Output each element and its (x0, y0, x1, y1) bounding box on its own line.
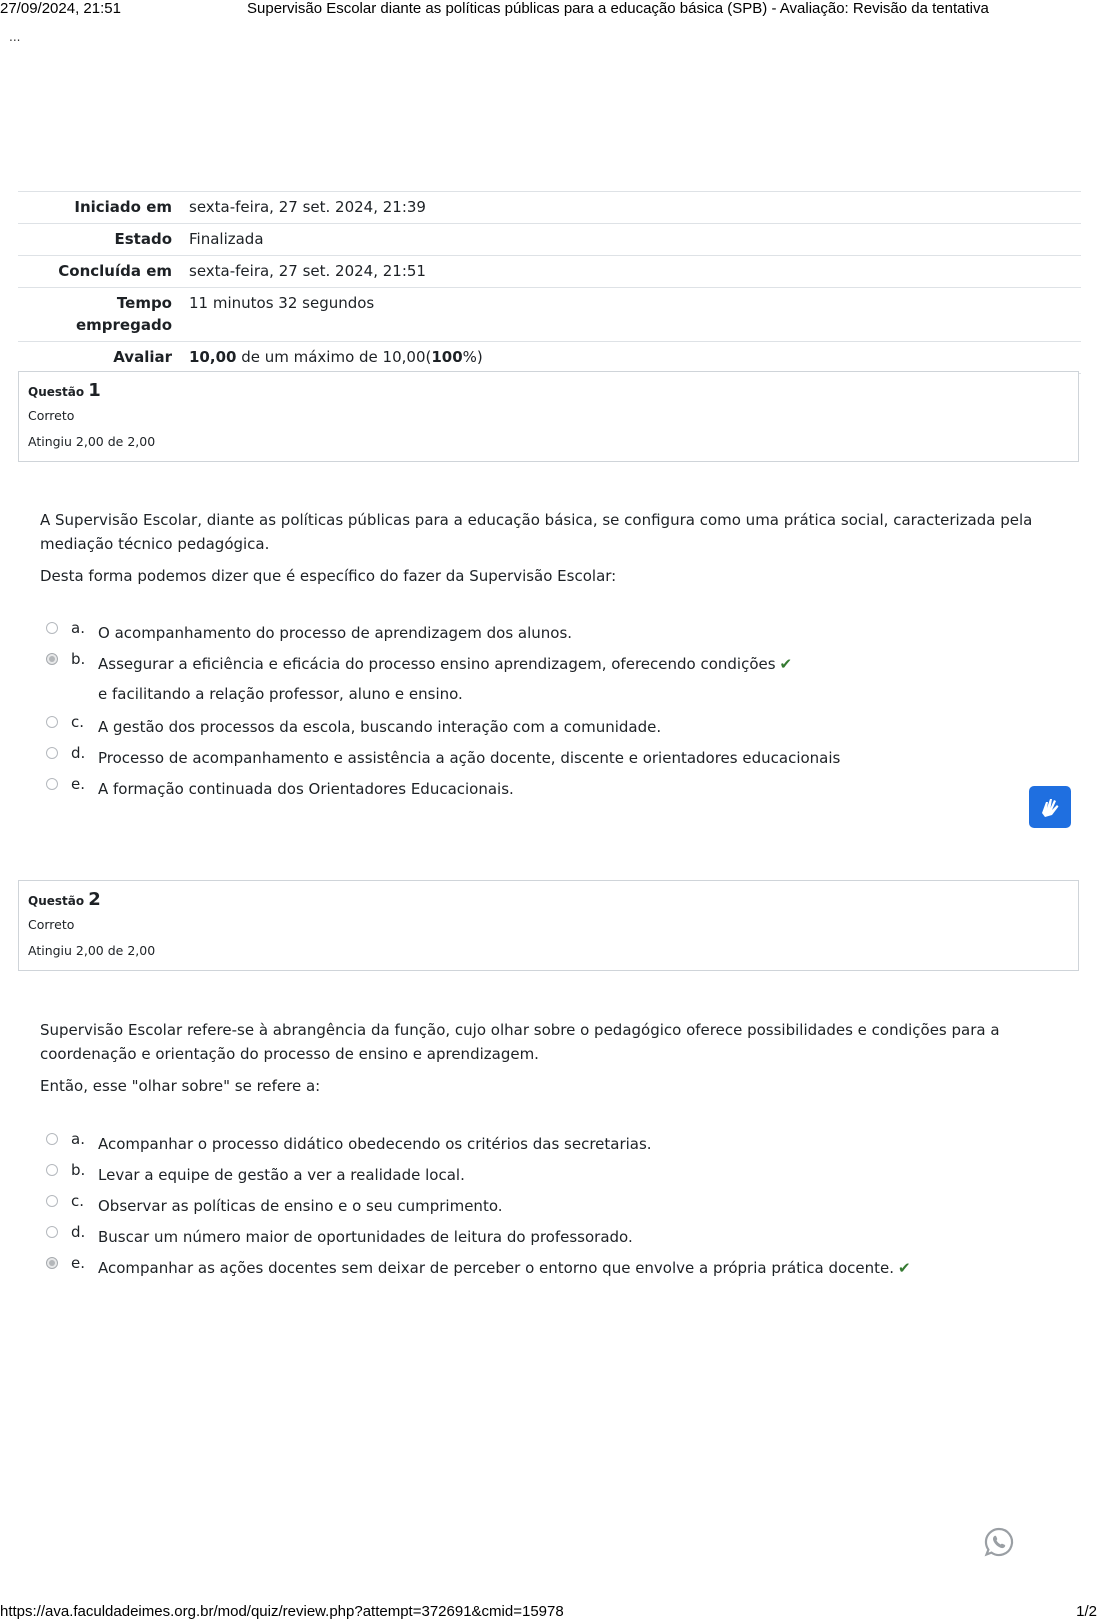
summary-row-time (18, 288, 1081, 342)
print-header (0, 0, 1097, 20)
question-number (28, 380, 1069, 403)
answer-option-e[interactable] (46, 774, 1046, 810)
radio-button-selected[interactable] (46, 1257, 58, 1269)
grade-percent: 100 (431, 348, 463, 366)
grade-mid: de um máximo de 10,00( (236, 348, 432, 366)
grade-label: Avaliar (113, 348, 172, 366)
print-url: https://ava.faculdadeimes.org.br/mod/quiz/review.php?attempt=372691&cmid=15978 (0, 1603, 564, 1620)
summary-row-grade (18, 342, 1081, 374)
question-1-text-p2: Desta forma podemos dizer que é específico do fazer da Supervisão Escolar: (40, 567, 617, 585)
attempt-summary-table (18, 191, 1081, 374)
whatsapp-icon[interactable] (983, 1526, 1015, 1558)
radio-button[interactable] (46, 778, 58, 790)
state-value: Finalizada (189, 230, 264, 248)
answer-letter: a. (71, 1130, 85, 1148)
answer-text: A gestão dos processos da escola, buscando interação com a comunidade. (98, 718, 662, 736)
radio-button[interactable] (46, 1133, 58, 1145)
question-number (28, 889, 1069, 912)
answer-letter: e. (71, 775, 85, 793)
answer-text: Observar as políticas de ensino e o seu cumprimento. (98, 1197, 503, 1215)
answer-letter: c. (71, 1192, 85, 1210)
answer-letter: e. (71, 1254, 85, 1272)
started-label: Iniciado em (74, 198, 172, 216)
grade-value (189, 342, 1081, 374)
print-page-title: Supervisão Escolar diante as políticas públicas para a educação básica (SPB) - Avaliação: Revisão da tentativa (247, 0, 989, 17)
check-icon: ✔ (779, 655, 793, 673)
time-value: 11 minutos 32 segundos (189, 294, 375, 312)
time-label-line1: Tempo (116, 294, 172, 312)
answer-text: O acompanhamento do processo de aprendizagem dos alunos. (98, 624, 573, 642)
question-grade: Atingiu 2,00 de 2,00 (28, 434, 156, 449)
summary-row-started (18, 192, 1081, 224)
question-number-value: 1 (88, 380, 101, 401)
sign-language-icon-graphic (1036, 793, 1064, 821)
answer-letter: b. (71, 1161, 86, 1179)
question-2-answers (46, 1130, 1046, 1289)
question-number-value: 2 (88, 889, 101, 910)
radio-button[interactable] (46, 1195, 58, 1207)
answer-text: Levar a equipe de gestão a ver a realidade local. (98, 1166, 465, 1184)
answer-text: Processo de acompanhamento e assistência a ação docente, discente e orientadores educacionais (98, 749, 841, 767)
answer-letter: d. (71, 744, 86, 762)
question-grade: Atingiu 2,00 de 2,00 (28, 943, 156, 958)
answer-text: A formação continuada dos Orientadores Educacionais. (98, 780, 514, 798)
question-2-text-p1: Supervisão Escolar refere-se à abrangência da função, cujo olhar sobre o pedagógico oferece possibilidades e condições para a coordenação e orientação do processo de ensino e aprendizagem. (40, 1021, 1000, 1063)
radio-button-selected[interactable] (46, 653, 58, 665)
radio-button[interactable] (46, 622, 58, 634)
question-state: Correto (28, 917, 75, 932)
question-1-text-p1: A Supervisão Escolar, diante as políticas públicas para a educação básica, se configura como uma prática social, caracterizada pela mediação técnico pedagógica. (40, 511, 1033, 553)
answer-text (98, 649, 1046, 709)
radio-button[interactable] (46, 747, 58, 759)
question-2-text-p2: Então, esse "olhar sobre" se refere a: (40, 1077, 321, 1095)
print-datetime: 27/09/2024, 21:51 (0, 0, 121, 17)
answer-letter: a. (71, 619, 85, 637)
print-footer (0, 1603, 1097, 1623)
answer-option-e[interactable] (46, 1253, 1046, 1289)
answer-text: Buscar um número maior de oportunidades de leitura do professorado. (98, 1228, 633, 1246)
summary-row-state (18, 224, 1081, 256)
grade-score: 10,00 (189, 348, 237, 366)
completed-label: Concluída em (58, 262, 172, 280)
radio-button[interactable] (46, 716, 58, 728)
question-label: Questão (28, 894, 85, 908)
question-state: Correto (28, 408, 75, 423)
started-value: sexta-feira, 27 set. 2024, 21:39 (189, 198, 426, 216)
answer-letter: c. (71, 713, 85, 731)
answer-letter: b. (71, 650, 86, 668)
question-1-info (18, 371, 1079, 462)
answer-text-line2: e facilitando a relação professor, aluno e ensino. (98, 685, 463, 703)
completed-value: sexta-feira, 27 set. 2024, 21:51 (189, 262, 426, 280)
time-label (18, 288, 189, 342)
state-label: Estado (114, 230, 172, 248)
check-icon: ✔ (898, 1259, 911, 1277)
question-label: Questão (28, 385, 85, 399)
ellipsis: ... (9, 30, 21, 44)
time-label-line2: empregado (75, 316, 172, 334)
grade-end: %) (462, 348, 483, 366)
radio-button[interactable] (46, 1226, 58, 1238)
print-page-number: 1/2 (1076, 1603, 1097, 1620)
answer-text-line1: Assegurar a eficiência e eficácia do processo ensino aprendizagem, oferecendo condições (98, 655, 776, 673)
question-1-answers (46, 619, 1046, 810)
sign-language-icon[interactable] (1029, 786, 1071, 828)
question-2-text (40, 1018, 1070, 1106)
answer-text (98, 1253, 1046, 1283)
answer-text-content: Acompanhar as ações docentes sem deixar de perceber o entorno que envolve a própria prática docente. (98, 1259, 895, 1277)
radio-button[interactable] (46, 1164, 58, 1176)
question-1-text (40, 508, 1070, 596)
answer-letter: d. (71, 1223, 86, 1241)
summary-row-completed (18, 256, 1081, 288)
answer-text: Acompanhar o processo didático obedecendo os critérios das secretarias. (98, 1135, 652, 1153)
answer-option-b[interactable] (46, 649, 1046, 717)
whatsapp-icon-graphic (983, 1526, 1015, 1558)
question-2-info (18, 880, 1079, 971)
